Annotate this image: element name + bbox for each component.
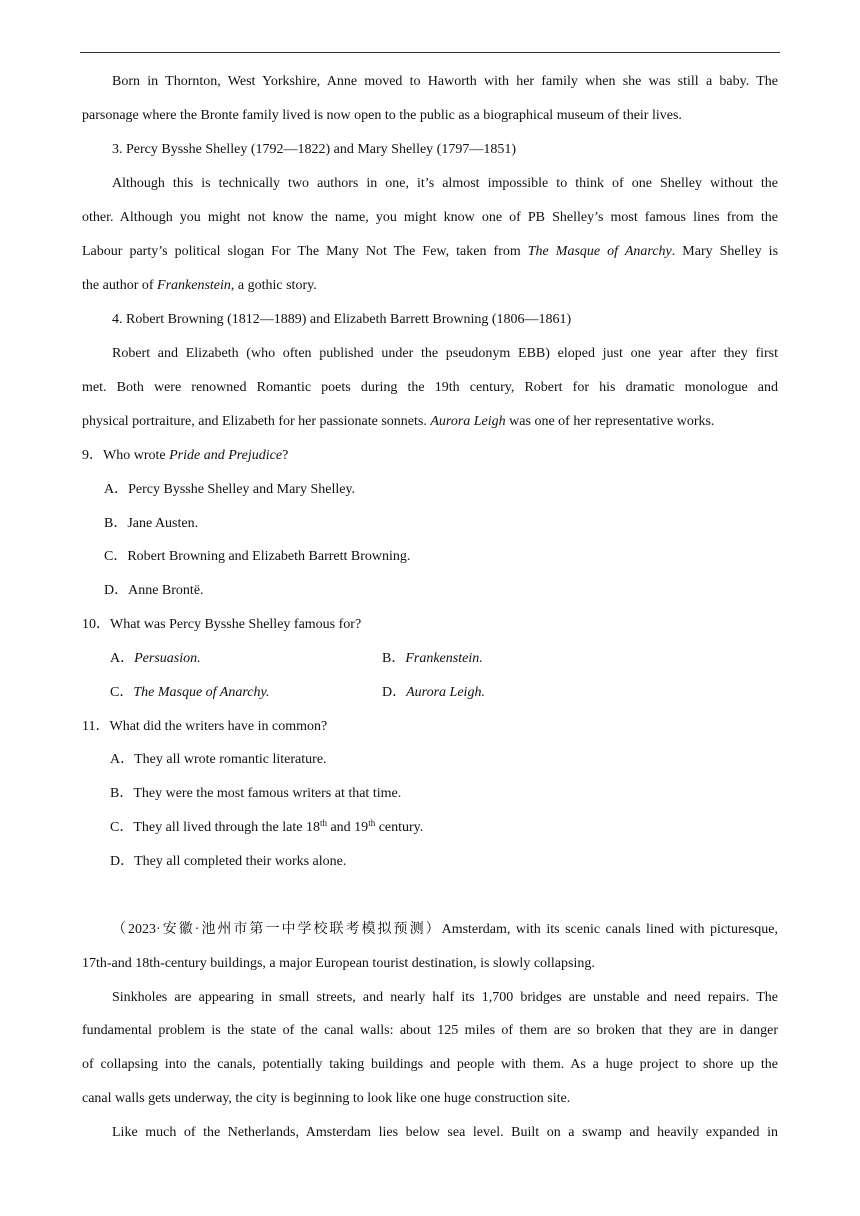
question-11-stem: 11．What did the writers have in common? xyxy=(82,719,328,734)
question-10-option-d[interactable]: D．Aurora Leigh. xyxy=(382,685,485,700)
question-10-option-a[interactable]: A．Persuasion. xyxy=(110,651,201,666)
amsterdam-para-3-line-1: Like much of the Netherlands, Amsterdam lies below sea level. Built on a swamp and heavily expanded in xyxy=(112,1125,778,1140)
question-9-option-c[interactable]: C．Robert Browning and Elizabeth Barrett Browning. xyxy=(104,549,411,564)
shelley-para-line-2: other. Although you might not know the name, you might know one of PB Shelley’s most famous lines from the xyxy=(82,210,778,225)
question-11-option-b[interactable]: B．They were the most famous writers at that time. xyxy=(110,786,402,801)
browning-para-line-2: met. Both were renowned Romantic poets during the 19th century, Robert for his dramatic monologue and xyxy=(82,380,778,395)
amsterdam-para-2-line-3: of collapsing into the canals, potentially taking buildings and people with them. As a huge project to shore up the xyxy=(82,1057,778,1072)
anne-para-line-1: Born in Thornton, West Yorkshire, Anne moved to Haworth with her family when she was still a baby. The xyxy=(112,74,778,89)
shelley-para-line-4: the author of Frankenstein, a gothic story. xyxy=(82,278,317,293)
amsterdam-para-1-line-1: （2023·安徽·池州市第一中学校联考模拟预测）Amsterdam, with its scenic canals lined with picturesque, xyxy=(112,922,778,937)
work-title: Aurora Leigh xyxy=(430,414,506,429)
question-11-option-d[interactable]: D．They all completed their works alone. xyxy=(110,854,347,869)
question-10-option-b[interactable]: B．Frankenstein. xyxy=(382,651,483,666)
work-title: Frankenstein xyxy=(157,278,231,293)
question-9-option-a[interactable]: A．Percy Bysshe Shelley and Mary Shelley. xyxy=(104,482,356,497)
question-10-option-c[interactable]: C．The Masque of Anarchy. xyxy=(110,685,270,700)
header-rule xyxy=(80,52,780,53)
amsterdam-para-2-line-2: fundamental problem is the state of the canal walls: about 125 miles of them are so broken that they are in danger xyxy=(82,1023,778,1038)
work-title: The Masque of Anarchy xyxy=(527,244,672,259)
question-9-option-b[interactable]: B．Jane Austen. xyxy=(104,516,199,531)
section-heading-4: 4. Robert Browning (1812—1889) and Elizabeth Barrett Browning (1806—1861) xyxy=(112,312,572,327)
question-9-stem: 9．Who wrote Pride and Prejudice? xyxy=(82,448,289,463)
amsterdam-para-1-line-2: 17th-and 18th-century buildings, a major European tourist destination, is slowly collapsing. xyxy=(82,956,595,971)
anne-para-line-2: parsonage where the Bronte family lived is now open to the public as a biographical museum of their lives. xyxy=(82,108,682,123)
shelley-para-line-3: Labour party’s political slogan For The Many Not The Few, taken from The Masque of Anarchy. Mary Shelley is xyxy=(82,244,779,259)
browning-para-line-1: Robert and Elizabeth (who often published under the pseudonym EBB) eloped just one year after they first xyxy=(112,346,778,361)
shelley-para-line-1: Although this is technically two authors in one, it’s almost impossible to think of one Shelley without the xyxy=(112,176,778,191)
question-9-option-d[interactable]: D．Anne Brontë. xyxy=(104,583,204,598)
amsterdam-para-2-line-1: Sinkholes are appearing in small streets, and nearly half its 1,700 bridges are unstable and need repairs. The xyxy=(112,990,778,1005)
question-10-stem: 10．What was Percy Bysshe Shelley famous for? xyxy=(82,617,362,632)
amsterdam-para-2-line-4: canal walls gets underway, the city is beginning to look like one huge construction site. xyxy=(82,1091,571,1106)
question-11-option-a[interactable]: A．They all wrote romantic literature. xyxy=(110,752,327,767)
section-heading-3: 3. Percy Bysshe Shelley (1792—1822) and Mary Shelley (1797—1851) xyxy=(112,142,516,157)
question-11-option-c[interactable]: C．They all lived through the late 18th and 19th century. xyxy=(110,818,424,835)
browning-para-line-3: physical portraiture, and Elizabeth for her passionate sonnets. Aurora Leigh was one of her representative works. xyxy=(82,414,715,429)
